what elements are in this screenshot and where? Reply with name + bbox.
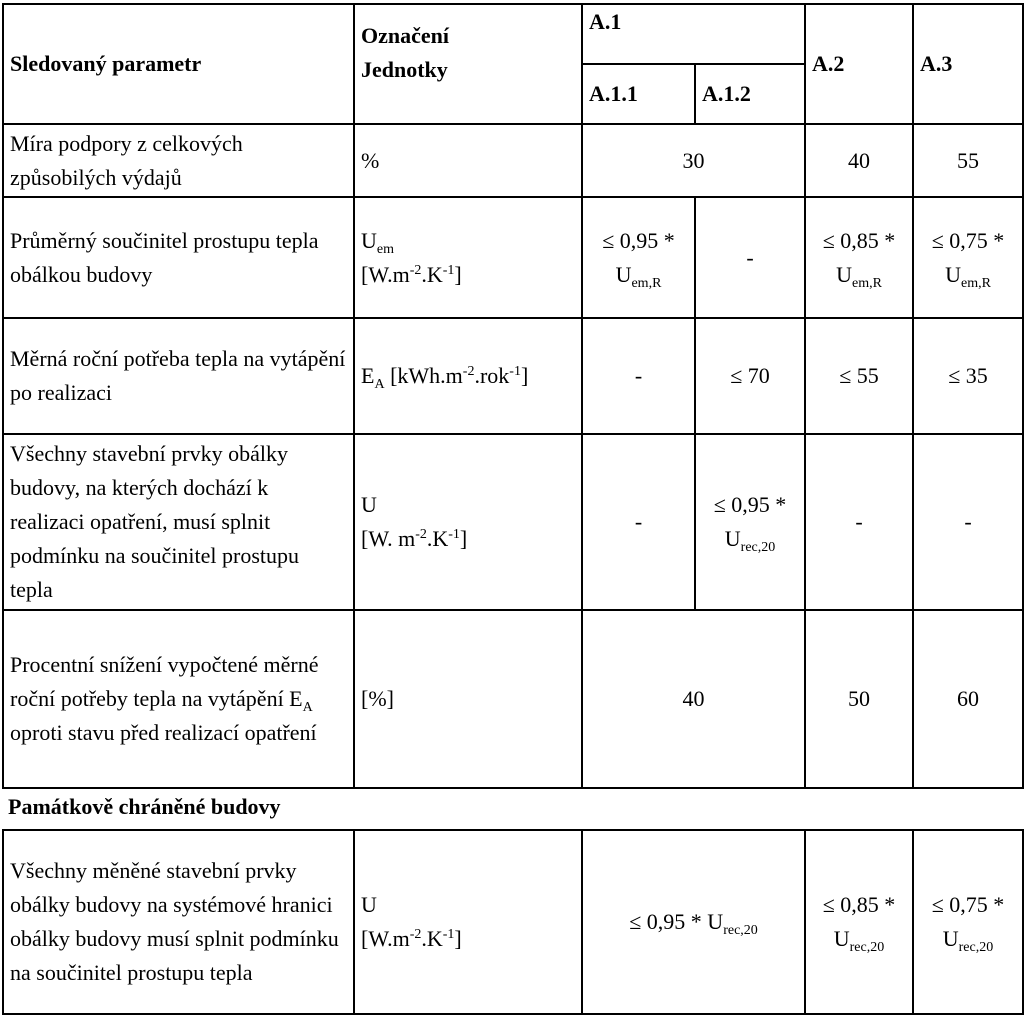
header-a1: A.1 <box>582 4 805 64</box>
header-a11: A.1.1 <box>582 64 695 124</box>
param-cell: Všechny stavební prvky obálky budovy, na kterých dochází k realizaci opatření, musí splnit podmínku na součinitel prostupu tepla <box>3 434 354 610</box>
row-building-elements <box>3 434 1023 610</box>
value-a3: ≤ 0,75 * $U_{em,R}$ <box>913 197 1023 318</box>
value-a12: ≤ 0,95 * $U_{rec,20}$ <box>695 434 805 610</box>
row-heritage-elements <box>3 830 1023 1014</box>
value-a1: 30 <box>582 124 805 197</box>
value-a2: 50 <box>805 610 913 788</box>
value-a2: 40 <box>805 124 913 197</box>
value-a2: - <box>805 434 913 610</box>
value-a11: - <box>582 434 695 610</box>
heritage-table <box>2 829 1024 1015</box>
header-a2: A.2 <box>805 4 913 124</box>
param-cell: Všechny měněné stavební prvky obálky budovy na systémové hranici obálky budovy musí splnit podmínku na součinitel prostupu tepla <box>3 830 354 1014</box>
param-cell: Míra podpory z celkových způsobilých výdajů <box>3 124 354 197</box>
value-a11: ≤ 0,95 * $U_{em,R}$ <box>582 197 695 318</box>
header-unit: Označení Jednotky <box>354 4 582 124</box>
header-a3: A.3 <box>913 4 1023 124</box>
value-a11: - <box>582 318 695 434</box>
header-param: Sledovaný parametr <box>3 4 354 124</box>
value-a1: ≤ $0,95 * U_{rec,20}$ <box>582 830 805 1014</box>
value-a12: ≤ 70 <box>695 318 805 434</box>
param-cell: Měrná roční potřeba tepla na vytápění po realizaci <box>3 318 354 434</box>
param-cell: Procentní snížení vypočtené měrné roční potřeby tepla na vytápění $E_A$ oproti stavu před realizací opatření <box>3 610 354 788</box>
row-heat-demand <box>3 318 1023 434</box>
value-a3: ≤ 35 <box>913 318 1023 434</box>
unit-cell: [%] <box>354 610 582 788</box>
header-a12: A.1.2 <box>695 64 805 124</box>
value-a2: ≤ 0,85 * $U_{rec,20}$ <box>805 830 913 1014</box>
parameters-table <box>2 3 1024 789</box>
value-a2: ≤ 55 <box>805 318 913 434</box>
row-percent-reduction <box>3 610 1023 788</box>
unit-cell: % <box>354 124 582 197</box>
value-a3: ≤ 0,75 * $U_{rec,20}$ <box>913 830 1023 1014</box>
unit-cell: U [W. $m^{-2}.K^{-1}$] <box>354 434 582 610</box>
value-a3: 60 <box>913 610 1023 788</box>
value-a3: - <box>913 434 1023 610</box>
header-row-top <box>3 4 1023 64</box>
row-avg-transmittance <box>3 197 1023 318</box>
value-a1: 40 <box>582 610 805 788</box>
param-cell: Průměrný součinitel prostupu tepla obálkou budovy <box>3 197 354 318</box>
unit-cell: $U_{em}$ $[W.m^{-2}.K^{-1}]$ <box>354 197 582 318</box>
unit-cell: U $[W.m^{-2}.K^{-1}]$ <box>354 830 582 1014</box>
row-support-rate <box>3 124 1023 197</box>
value-a12: - <box>695 197 805 318</box>
section-title: Památkově chráněné budovy <box>8 794 281 819</box>
unit-cell: $E_A$ $[kWh.m^{-2}.rok^{-1}]$ <box>354 318 582 434</box>
value-a3: 55 <box>913 124 1023 197</box>
value-a2: ≤ 0,85 * $U_{em,R}$ <box>805 197 913 318</box>
